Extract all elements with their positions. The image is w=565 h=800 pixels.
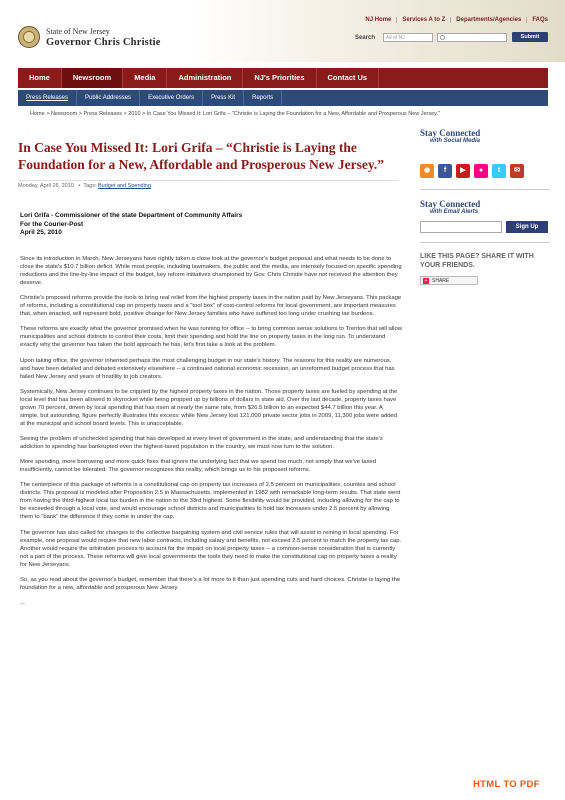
sign-up-button[interactable]: Sign Up: [506, 221, 548, 233]
email-alerts-subtitle: with Email Alerts: [430, 209, 479, 215]
share-button[interactable]: [420, 276, 478, 285]
search-scope-select[interactable]: [383, 33, 433, 42]
article-paragraph: Christie's proposed reforms provide the tools to bring real relief from the highest property taxes in the nation paid by New Jerseyans. This package of reforms, including a constitutional cap on property taxes and a "tool box" of cost-control reforms for local government, are important measures that, when enacted, will represent bold, positive change for New Jersey families who have suffered too long under crushing tax burdens.: [20, 295, 402, 318]
twitter-icon[interactable]: t: [492, 164, 506, 178]
services-link[interactable]: Services A to Z: [396, 17, 450, 23]
byline-publication: For the Courier-Post: [20, 220, 84, 228]
social-media-subtitle: with Social Media: [430, 138, 481, 144]
search-icon: [440, 35, 445, 40]
html-to-pdf-watermark: HTML TO PDF: [473, 779, 540, 790]
nav-administration[interactable]: Administration: [167, 68, 243, 88]
article-date: Monday, April 26, 2010: [18, 183, 74, 189]
shortcut-icon[interactable]: ✉: [510, 164, 524, 178]
article-paragraph: The centerpiece of this package of reforms is a constitutional cap on property tax increases of 2.5 percent on municipalities, counties and school districts. This proposal is modeled after Proposition 2.5 in Massachusetts, implemented in 1982 with remarkable long-term results. That state went from having the third-highest local tax burden in the nation to the 33rd highest. Some flexibility would be provided, including allowing for the cap to be exceeded through a local vote, and would encourage school districts and municipalities to hold tax increases under 2.5 percent by allowing them to "bank" the difference if they come in under the cap.: [20, 482, 401, 521]
article-paragraph: The governor has also called for changes to the collective bargaining system and civil service rules that will assist in reining in local spending. For example, one proposal would require that new labor contracts, including salary and benefits, not exceed 2.5 percent to match the property tax cap. Another would require the arbitration process to account for the impact on local property taxes -- a common-sense consideration that is currently not a part of the process. These reforms will give local governments the tools they need to make the constitutional cap on property taxes a reality for New Jerseyans.: [20, 529, 402, 568]
article-paragraph: Systemically, New Jersey continues to be crippled by the highest property taxes in the nation. Those property taxes are fueled by spending at the local level that has been allowed to skyrocket while being propped up by billions of dollars in state aid. Over the last decade, property taxes have grown 70 percent, driven by local spending that has risen at nearly the same rate, from $26.5 billion to an expected $44.7 billion this year. A simple, but astounding, figure perfectly illustrates this excess: while New Jersey lost 121,000 private sector jobs in 2009, 11,300 jobs were added at the municipal and school board levels. This is unacceptable.: [20, 388, 398, 427]
breadcrumb[interactable]: Home > Newsroom > Press Releases > 2010 > In Case You Missed It: Lori Grifa – "Christie is Laying the Foundation for a New, Affordable and Prosperous New Jersey.": [30, 111, 440, 117]
article-ellipsis: ...: [20, 599, 25, 606]
article-paragraph: Since its introduction in March, New Jerseyans have rightly taken a close look at the governor's budget proposal and what needs to be done to close the state's $10.7 billion deficit. While most people, including lawmakers, the public and the media, are intensely focused on specific spending reductions and the line-by-line impact of the budget, key reform initiatives championed by Gov. Chris Christie have not received the attention they deserve.: [20, 256, 402, 286]
departments-link[interactable]: Departments/Agencies: [450, 17, 526, 23]
nav-media[interactable]: Media: [123, 68, 167, 88]
subnav-reports[interactable]: Reports: [244, 90, 282, 106]
subnav-public-addresses[interactable]: Public Addresses: [77, 90, 140, 106]
article-content: [18, 124, 408, 774]
site-header: [0, 0, 565, 62]
utility-links: [360, 17, 553, 23]
search-scope-value: All of NJ: [386, 35, 405, 41]
sidebar-divider: [420, 242, 550, 243]
byline: [20, 212, 400, 238]
byline-date: April 25, 2010: [20, 229, 62, 236]
article-paragraph: So, as you read about the governor's budget, remember that there's a lot more to it than just spending cuts and hard choices. Christie is laying the foundation for a new, affordable and prosperous New Jersey.: [20, 576, 401, 591]
article-paragraph: These reforms are exactly what the governor promised when he was running for office -- to bring common sense solutions to Trenton that will allow municipalities and school districts to control their costs, limit their spending and hold the line on property taxes in the long run. To understand exactly why the governor has taken the bold approach he has, let's first take a look at the problem.: [20, 326, 402, 349]
sidebar: [420, 128, 550, 288]
email-signup: [420, 221, 550, 233]
share-label: SHARE: [432, 277, 450, 284]
tags-label: Tags:: [83, 183, 97, 189]
search-input[interactable]: [437, 33, 507, 42]
brand-state-name[interactable]: State of New Jersey: [46, 27, 110, 36]
flickr-icon[interactable]: ●: [474, 164, 488, 178]
header-background-image: [190, 0, 565, 62]
nav-newsroom[interactable]: Newsroom: [62, 68, 123, 88]
youtube-icon[interactable]: ▶: [456, 164, 470, 178]
stay-connected-email-title: Stay Connected: [420, 199, 481, 209]
article-meta: Monday, April 26, 2010 • Tags: Budget and Spending: [18, 180, 398, 189]
state-seal-logo[interactable]: [18, 26, 40, 48]
search-submit-button[interactable]: Submit: [512, 32, 548, 42]
page-title: In Case You Missed It: Lori Grifa – “Christie is Laying the Foundation for a New, Affordable and Prosperous New Jersey.”: [18, 140, 385, 172]
subnav-executive-orders[interactable]: Executive Orders: [140, 90, 203, 106]
share-prompt: LIKE THIS PAGE? SHARE IT WITH YOUR FRIENDS.: [420, 253, 534, 269]
main-nav: [18, 68, 548, 88]
nav-contact[interactable]: Contact Us: [317, 68, 380, 88]
subnav-press-releases[interactable]: Press Releases: [18, 90, 77, 106]
social-icons: [420, 164, 550, 180]
subnav-press-kit[interactable]: Press Kit: [203, 90, 244, 106]
nav-home[interactable]: Home: [18, 68, 62, 88]
sidebar-divider: [420, 189, 550, 190]
rss-icon[interactable]: ◉: [420, 164, 434, 178]
nj-home-link[interactable]: NJ Home: [365, 17, 392, 23]
sub-nav: [18, 90, 548, 106]
article-paragraph: Upon taking office, the governor inherited perhaps the most challenging budget in our state's history. The reasons for this reality are numerous, and have been detailed and debated extensively elsewhere -- a continued national economic recession, an unreformed budget process that has failed New Jersey and years of hostility to job creators.: [20, 357, 395, 380]
byline-author: Lori Grifa - Commissioner of the state Department of Community Affairs: [20, 212, 243, 219]
nav-priorities[interactable]: NJ's Priorities: [243, 68, 316, 88]
plus-icon: +: [424, 277, 428, 284]
tag-link[interactable]: Budget and Spending: [98, 183, 151, 189]
email-field[interactable]: [420, 221, 502, 233]
search-label: Search: [355, 35, 376, 41]
facebook-icon[interactable]: f: [438, 164, 452, 178]
article-paragraph: Seeing the problem of unchecked spending that has developed at every level of government in the state, and understanding that the state's addiction to spending has bankrupted even the highest-taxed population in the country, we must now turn to the solution.: [20, 435, 383, 450]
article-body: [20, 255, 402, 614]
stay-connected-social-title: Stay Connected: [420, 128, 481, 138]
faqs-link[interactable]: FAQs: [526, 17, 553, 23]
article-paragraph: More spending, more borrowing and more quick fixes that ignore the underlying fact that we spend too much, not simply that we've taxed insufficiently, cannot be tolerated. The governor recognizes this reality, which brings us to his proposed reforms.: [20, 459, 377, 474]
brand-governor-name[interactable]: Governor Chris Christie: [46, 37, 161, 48]
